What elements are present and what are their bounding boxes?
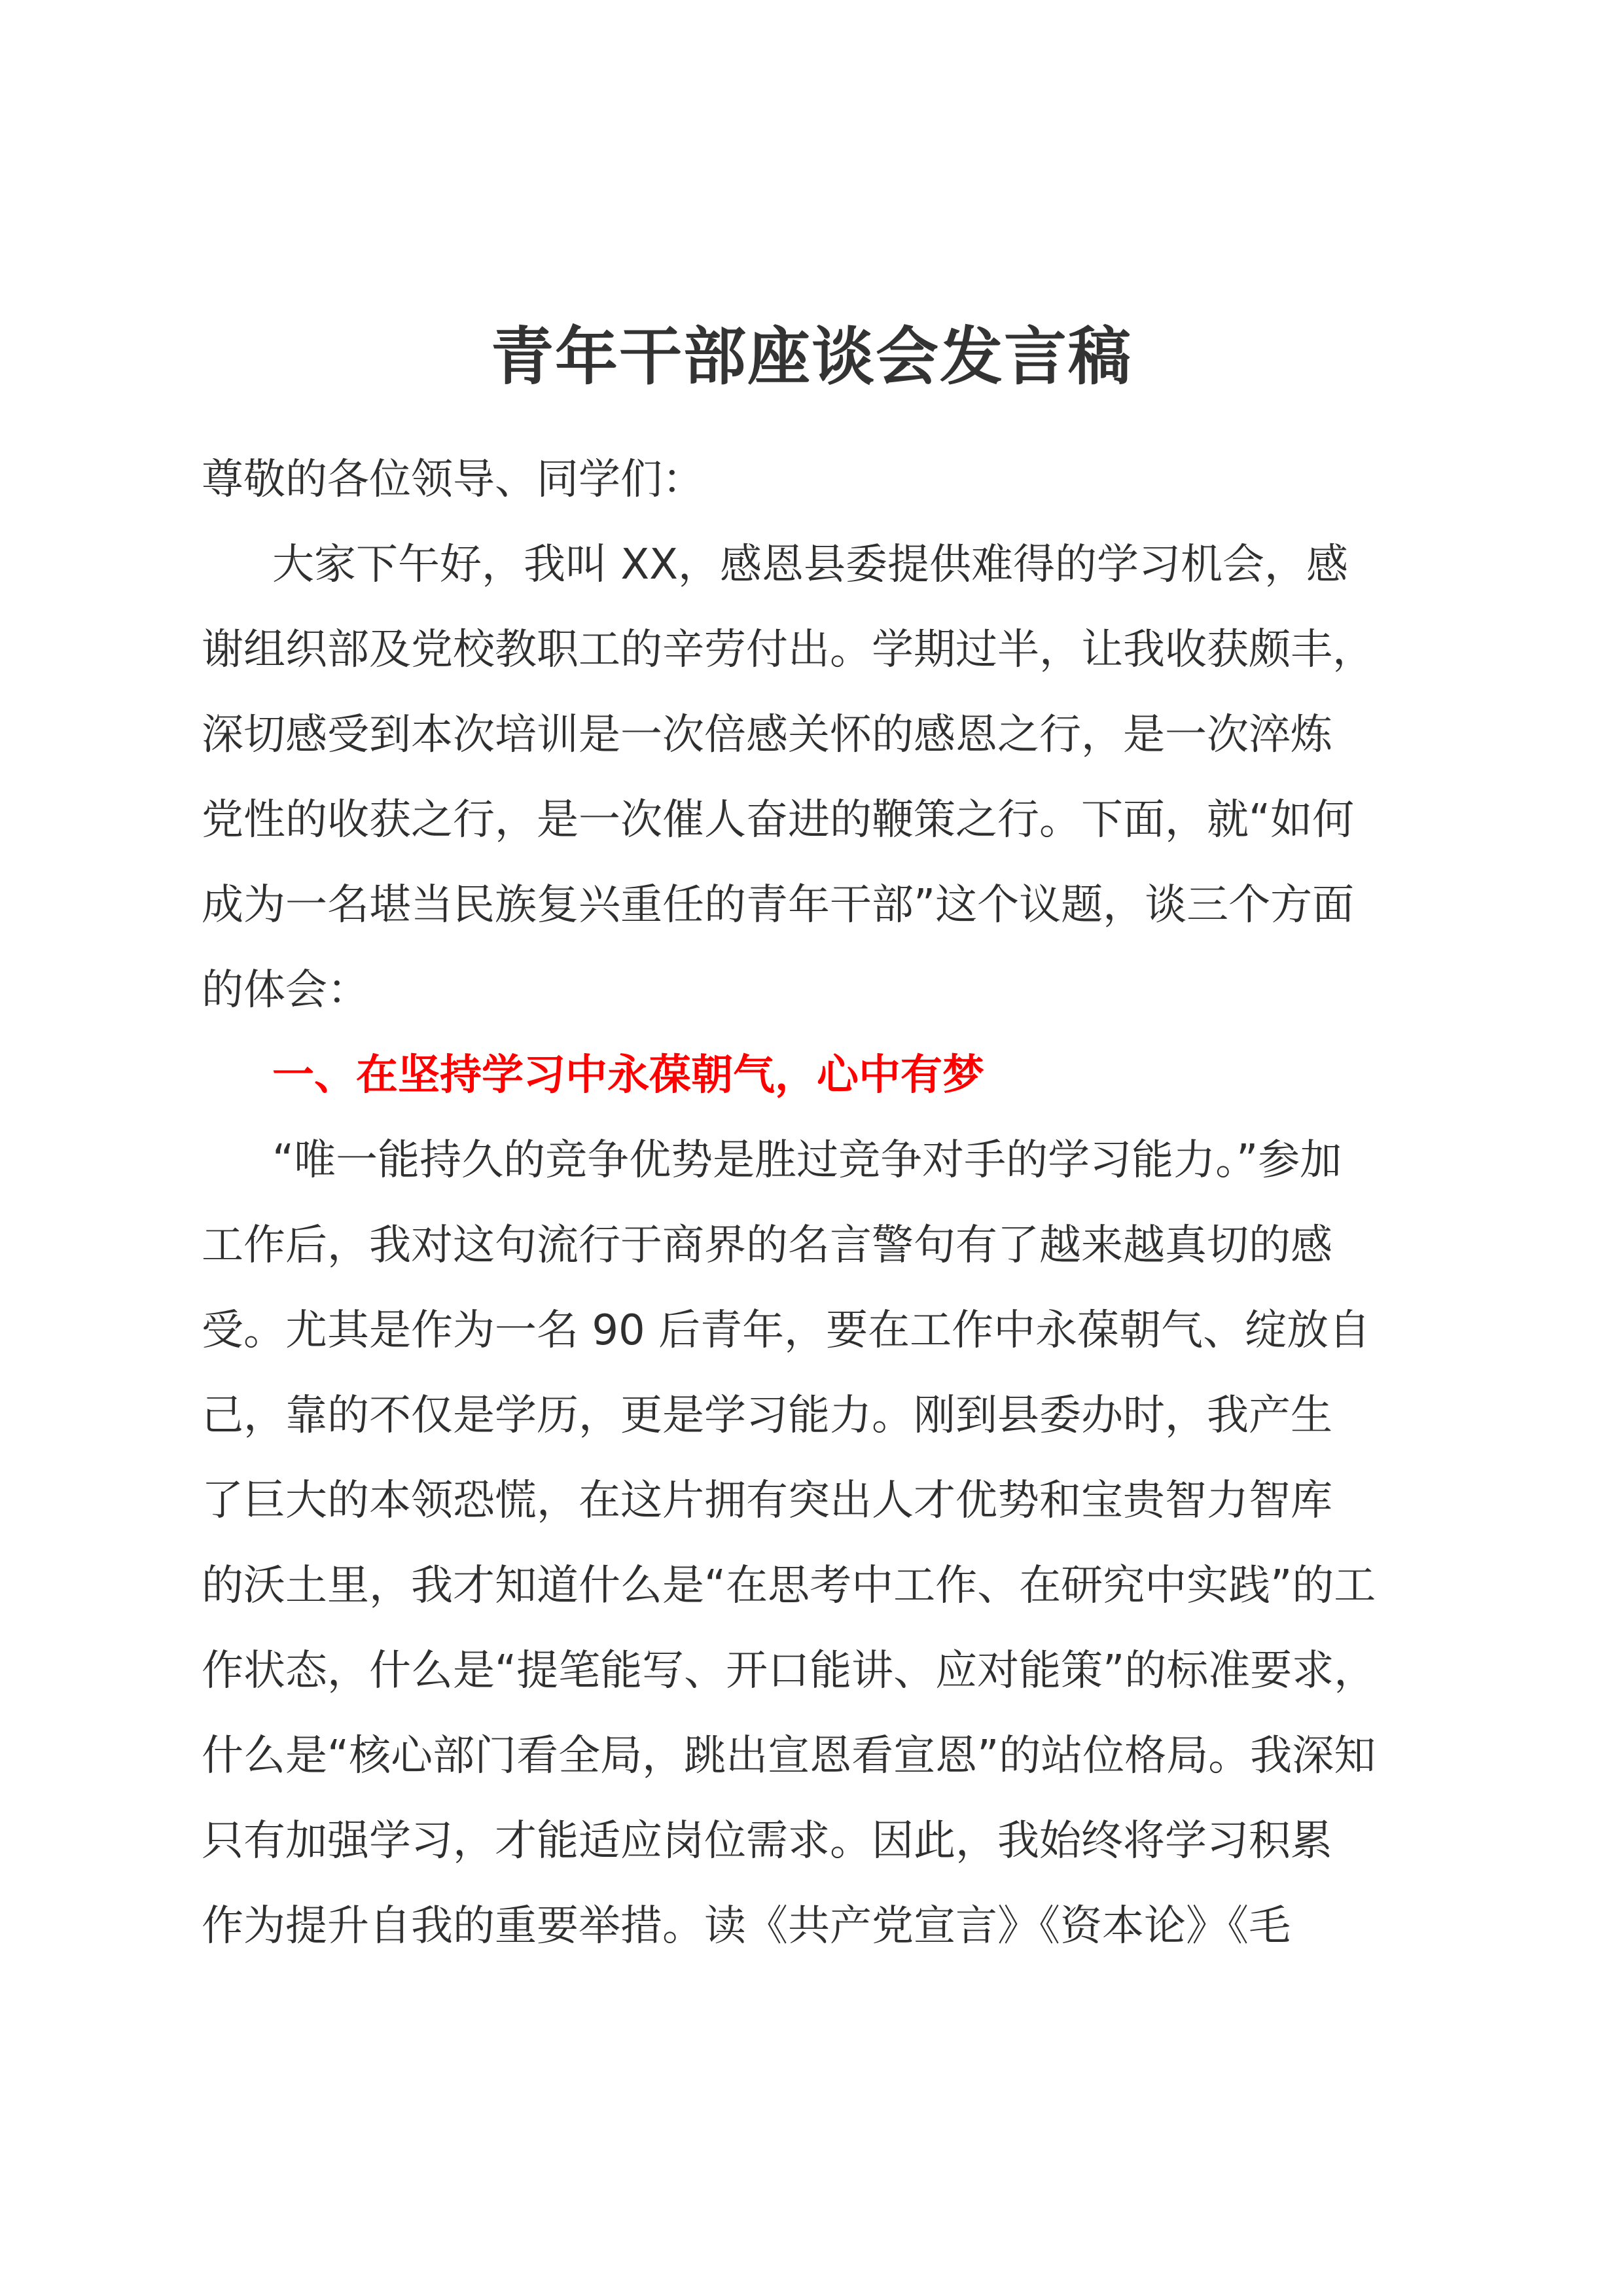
- paragraph-line: 作状态，什么是“提笔能写、开口能讲、应对能策”的标准要求，: [202, 1647, 1376, 1695]
- paragraph-line: 大家下午好，我叫 XX，感恩县委提供难得的学习机会，感: [272, 541, 1349, 589]
- paragraph-line: 作为提升自我的重要举措。读《共产党宣言》《资本论》《毛: [202, 1902, 1291, 1950]
- paragraph-line: 己，靠的不仅是学历，更是学习能力。刚到县委办时，我产生: [202, 1391, 1332, 1440]
- document-title: 青年干部座谈会发言稿: [491, 320, 1132, 393]
- paragraph-line: 的体会：: [202, 966, 369, 1014]
- paragraph-line: 党性的收获之行，是一次催人奋进的鞭策之行。下面，就“如何: [202, 796, 1355, 844]
- paragraph-line: 的沃土里，我才知道什么是“在思考中工作、在研究中实践”的工: [202, 1562, 1376, 1610]
- paragraph-line: 只有加强学习，才能适应岗位需求。因此，我始终将学习积累: [202, 1817, 1332, 1865]
- section-heading-text: 一、在坚持学习中永葆朝气，心中有梦: [272, 1051, 984, 1100]
- paragraph-intro: [202, 522, 1432, 1033]
- paragraph-line: 深切感受到本次培训是一次倍感关怀的感恩之行，是一次淬炼: [202, 711, 1332, 759]
- paragraph-line: 成为一名堪当民族复兴重任的青年干部”这个议题，谈三个方面: [202, 881, 1355, 929]
- paragraph-line: 什么是“核心部门看全局，跳出宣恩看宣恩”的站位格局。我深知: [202, 1732, 1376, 1780]
- section-heading: [202, 1033, 1432, 1118]
- paragraph-line: 了巨大的本领恐慌，在这片拥有突出人才优势和宝贵智力智库: [202, 1477, 1332, 1525]
- salutation: [202, 437, 1432, 522]
- paragraph-section1: [202, 1118, 1432, 1969]
- paragraph-line: 受。尤其是作为一名 90 后青年，要在工作中永葆朝气、绽放自: [202, 1306, 1371, 1355]
- paragraph-line: “唯一能持久的竞争优势是胜过竞争对手的学习能力。”参加: [272, 1136, 1342, 1185]
- paragraph-line: 工作后，我对这句流行于商界的名言警句有了越来越真切的感: [202, 1221, 1332, 1270]
- paragraph-line: 谢组织部及党校教职工的辛劳付出。学期过半，让我收获颇丰，: [202, 626, 1374, 674]
- salutation-line: 尊敬的各位领导、同学们：: [202, 456, 704, 504]
